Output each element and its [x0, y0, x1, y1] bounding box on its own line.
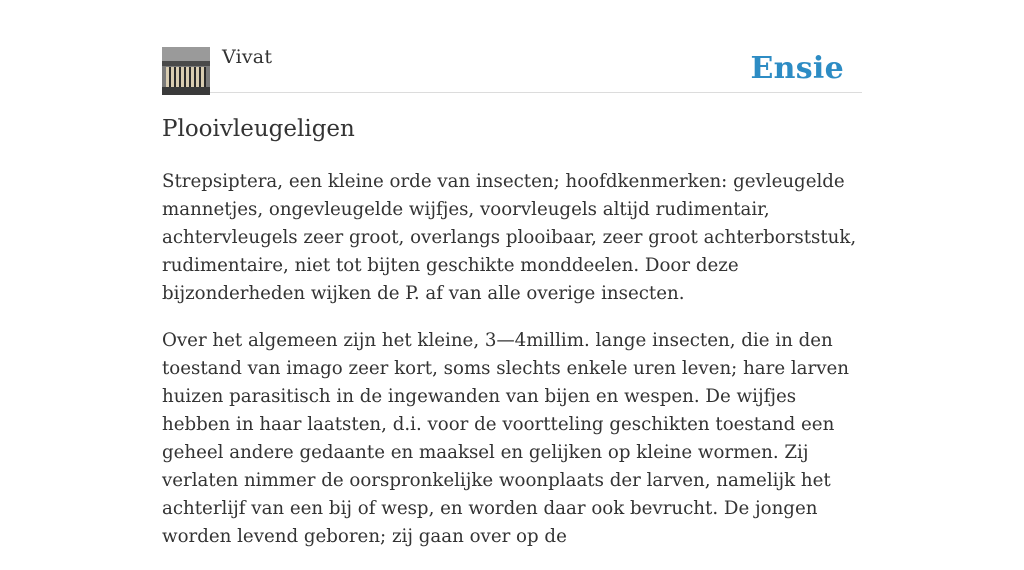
- paragraph: Strepsiptera, een kleine orde van insecten; hoofdkenmerken: gevleugelde mannetjes, ongevleugelde wijfjes, voorvleugels altijd rudimentair, achtervleugels zeer groot, overlangs plooibaar, zeer groot achterborststuk, rudimentaire, niet tot bijten geschikte monddeelen. Door deze bijzonderheden wijken de P. af van alle overige insecten.: [162, 171, 857, 304]
- books-photo-avatar-icon: [162, 47, 210, 95]
- site-logo[interactable]: Ensie: [750, 51, 844, 86]
- article-body: [162, 168, 864, 570]
- author-name[interactable]: Vivat: [222, 46, 273, 68]
- author-avatar[interactable]: [162, 47, 210, 95]
- header: [162, 46, 862, 93]
- paragraph: Over het algemeen zijn het kleine, 3—4millim. lange insecten, die in den toestand van imago zeer kort, soms slechts enkele uren leven; hare larven huizen parasitisch in de ingewanden van bijen en wespen. De wijfjes hebben in haar laatsten, d.i. voor de voortteling geschikten toestand een geheel andere gedaante en maaksel en gelijken op kleine wormen. Zij verlaten nimmer de oorspronkelijke woonplaats der larven, namelijk het achterlijf van een bij of wesp, en worden daar ook bevrucht. De jongen worden levend geboren; zij gaan over op de: [162, 330, 849, 547]
- article-title: Plooivleugeligen: [162, 116, 355, 142]
